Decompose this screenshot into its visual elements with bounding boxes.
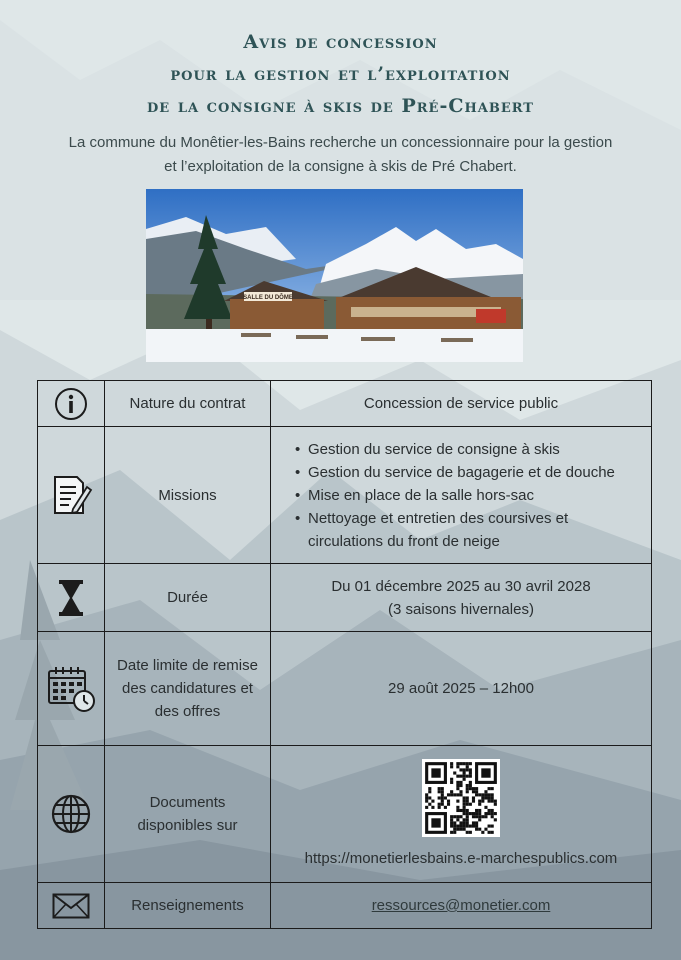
table-row-duree bbox=[38, 564, 652, 632]
intro-paragraph bbox=[20, 131, 661, 179]
envelope-icon-cell bbox=[38, 883, 105, 929]
calendar-clock-icon bbox=[46, 665, 96, 713]
info-table bbox=[37, 380, 652, 929]
table-row-date-limite bbox=[38, 632, 652, 746]
hourglass-icon bbox=[56, 578, 86, 618]
intro-line-2: et l’exploitation de la consigne à skis de Pré Chabert. bbox=[164, 158, 517, 175]
list-item: • Nettoyage et entretien des coursives et circulations du front de neige bbox=[295, 507, 641, 553]
duree-value-line-2: (3 saisons hivernales) bbox=[388, 600, 534, 618]
duree-label: Durée bbox=[105, 564, 271, 632]
nature-value: Concession de service public bbox=[271, 381, 652, 427]
date-limite-value: 29 août 2025 – 12h00 bbox=[271, 632, 652, 746]
globe-icon-cell bbox=[38, 746, 105, 883]
duree-value bbox=[271, 564, 652, 632]
globe-icon bbox=[50, 793, 92, 835]
title-line-1: Avis de concession bbox=[243, 31, 438, 53]
page-title bbox=[0, 26, 681, 122]
qr-code[interactable] bbox=[422, 759, 500, 837]
missions-value bbox=[271, 427, 652, 564]
date-limite-label: Date limite de remise des candidatures et des offres bbox=[105, 632, 271, 746]
renseignements-label: Renseignements bbox=[105, 883, 271, 929]
table-row-renseignements bbox=[38, 883, 652, 929]
renseignements-value bbox=[271, 883, 652, 929]
missions-label: Missions bbox=[105, 427, 271, 564]
list-item: • Mise en place de la salle hors-sac bbox=[295, 484, 641, 507]
table-row-nature bbox=[38, 381, 652, 427]
missions-list bbox=[271, 438, 651, 553]
table-row-documents bbox=[38, 746, 652, 883]
info-icon-cell bbox=[38, 381, 105, 427]
documents-url-link[interactable]: https://monetierlesbains.e-marchespublics.com bbox=[304, 849, 618, 867]
ski-lodge-photo bbox=[146, 189, 523, 362]
document-pen-icon bbox=[49, 473, 93, 517]
list-item: • Gestion du service de consigne à skis bbox=[295, 438, 641, 461]
email-link[interactable]: ressources@monetier.com bbox=[371, 897, 551, 914]
envelope-icon bbox=[52, 893, 90, 919]
calendar-clock-icon-cell bbox=[38, 632, 105, 746]
documents-label: Documents disponibles sur bbox=[105, 746, 271, 883]
title-line-3: de la consigne à skis de Pré-Chabert bbox=[147, 95, 534, 117]
duree-value-line-1: Du 01 décembre 2025 au 30 avril 2028 bbox=[331, 577, 591, 595]
info-icon bbox=[54, 387, 88, 421]
intro-line-1: La commune du Monêtier-les-Bains recherche un concessionnaire pour la gestion bbox=[68, 134, 613, 151]
documents-value bbox=[271, 746, 652, 883]
list-item: • Gestion du service de bagagerie et de douche bbox=[295, 461, 641, 484]
document-pen-icon-cell bbox=[38, 427, 105, 564]
title-line-2: pour la gestion et l’exploitation bbox=[170, 63, 511, 85]
lodge-sign-text: SALLE DU DÔME bbox=[243, 295, 293, 301]
table-row-missions bbox=[38, 427, 652, 564]
hourglass-icon-cell bbox=[38, 564, 105, 632]
nature-label: Nature du contrat bbox=[105, 381, 271, 427]
